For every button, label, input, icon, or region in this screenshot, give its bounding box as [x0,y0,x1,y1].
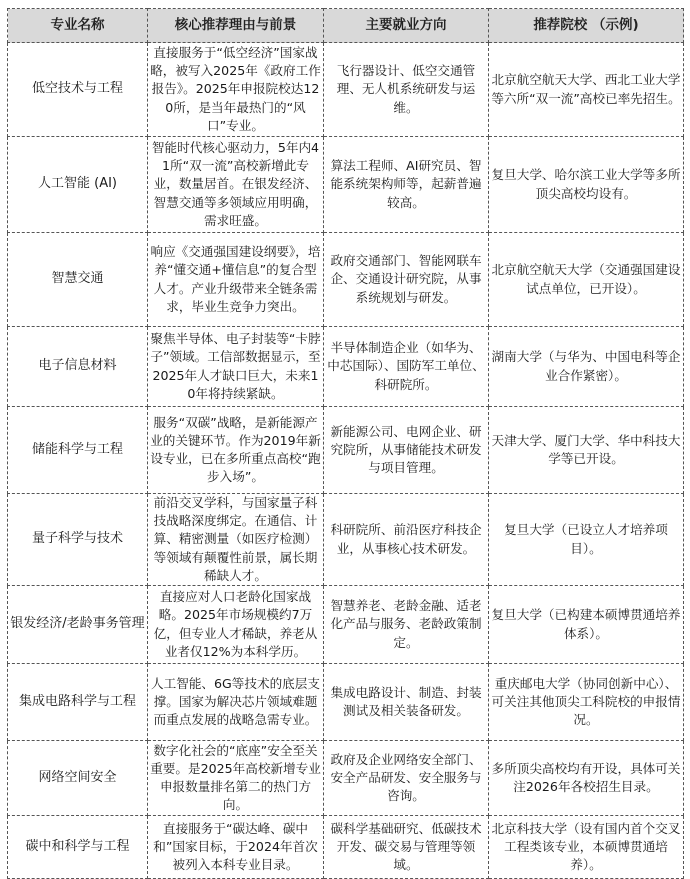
careers-cell: 飞行器设计、低空交通管理、无人机系统研发与运维。 [324,43,489,137]
table-row [8,816,684,879]
careers-cell: 集成电路设计、制造、封装测试及相关装备研发。 [324,664,489,741]
table-row [8,586,684,664]
table-row [8,664,684,741]
major-cell: 储能科学与工程 [8,407,148,494]
reason-cell: 智能时代核心驱动力，5年内41所“双一流”高校新增此专业，数量居首。在银发经济、智慧交通等多领域应用明确，需求旺盛。 [148,137,324,233]
major-cell: 碳中和科学与工程 [8,816,148,879]
careers-cell: 新能源公司、电网企业、研究院所，从事储能技术研发与项目管理。 [324,407,489,494]
careers-cell: 政府及企业网络安全部门、安全产品研发、安全服务与咨询。 [324,741,489,816]
reason-cell: 直接应对人口老龄化国家战略。2025年市场规模约7万亿，但专业人才稀缺，养老从业者仅12%为本科学历。 [148,586,324,664]
reason-cell: 直接服务于“碳达峰、碳中和”国家目标，于2024年首次被列入本科专业目录。 [148,816,324,879]
careers-cell: 算法工程师、AI研究员、智能系统架构师等，起薪普遍较高。 [324,137,489,233]
reason-cell: 直接服务于“低空经济”国家战略，被写入2025年《政府工作报告》。2025年申报院校达120所，是当年最热门的“风口”专业。 [148,43,324,137]
reason-cell: 服务“双碳”战略，是新能源产业的关键环节。作为2019年新设专业，已在多所重点高校“跑步入场”。 [148,407,324,494]
schools-cell: 多所顶尖高校均有开设，具体可关注2026年各校招生目录。 [489,741,684,816]
schools-cell: 复旦大学、哈尔滨工业大学等多所顶尖高校均设有。 [489,137,684,233]
major-cell: 网络空间安全 [8,741,148,816]
schools-cell: 湖南大学（与华为、中国电科等企业合作紧密）。 [489,327,684,407]
major-cell: 智慧交通 [8,233,148,327]
major-cell: 量子科学与技术 [8,494,148,586]
schools-cell: 天津大学、厦门大学、华中科技大学等已开设。 [489,407,684,494]
majors-table [7,8,684,879]
header-reason: 核心推荐理由与前景 [148,9,324,43]
reason-cell: 数字化社会的“底座”安全至关重要。是2025年高校新增专业申报数量排名第二的热门方向。 [148,741,324,816]
header-schools: 推荐院校 （示例) [489,9,684,43]
careers-cell: 政府交通部门、智能网联车企、交通设计研究院，从事系统规划与研发。 [324,233,489,327]
careers-cell: 碳科学基础研究、低碳技术开发、碳交易与管理等领域。 [324,816,489,879]
schools-cell: 北京航空航天大学、西北工业大学等六所“双一流”高校已率先招生。 [489,43,684,137]
major-cell: 银发经济/老龄事务管理 [8,586,148,664]
reason-cell: 前沿交叉学科，与国家量子科技战略深度绑定。在通信、计算、精密测量（如医疗检测）等领域有颠覆性前景，属长期稀缺人才。 [148,494,324,586]
reason-cell: 响应《交通强国建设纲要》，培养“懂交通+懂信息”的复合型人才。产业升级带来全链条需求，毕业生竞争力突出。 [148,233,324,327]
reason-cell: 人工智能、6G等技术的底层支撑。国家为解决芯片领域难题而重点发展的战略急需专业。 [148,664,324,741]
major-cell: 人工智能 (AI) [8,137,148,233]
table-row [8,741,684,816]
header-major: 专业名称 [8,9,148,43]
table-row [8,407,684,494]
table-row [8,327,684,407]
major-cell: 低空技术与工程 [8,43,148,137]
schools-cell: 北京航空航天大学（交通强国建设试点单位，已开设）。 [489,233,684,327]
table-row [8,137,684,233]
schools-cell: 复旦大学（已构建本硕博贯通培养体系）。 [489,586,684,664]
header-careers: 主要就业方向 [324,9,489,43]
careers-cell: 智慧养老、老龄金融、适老化产品与服务、老龄政策制定。 [324,586,489,664]
table-row [8,233,684,327]
schools-cell: 北京科技大学（设有国内首个交叉工程类该专业，本硕博贯通培养）。 [489,816,684,879]
header-row [8,9,684,43]
major-cell: 电子信息材料 [8,327,148,407]
schools-cell: 复旦大学（已设立人才培养项目）。 [489,494,684,586]
reason-cell: 聚焦半导体、电子封装等“卡脖子”领域。工信部数据显示，至2025年人才缺口巨大，未来10年将持续紧缺。 [148,327,324,407]
table-row [8,494,684,586]
careers-cell: 科研院所、前沿医疗科技企业，从事核心技术研发。 [324,494,489,586]
schools-cell: 重庆邮电大学（协同创新中心）、可关注其他顶尖工科院校的申报情况。 [489,664,684,741]
major-cell: 集成电路科学与工程 [8,664,148,741]
table-row [8,43,684,137]
careers-cell: 半导体制造企业（如华为、中芯国际）、国防军工单位、科研院所。 [324,327,489,407]
